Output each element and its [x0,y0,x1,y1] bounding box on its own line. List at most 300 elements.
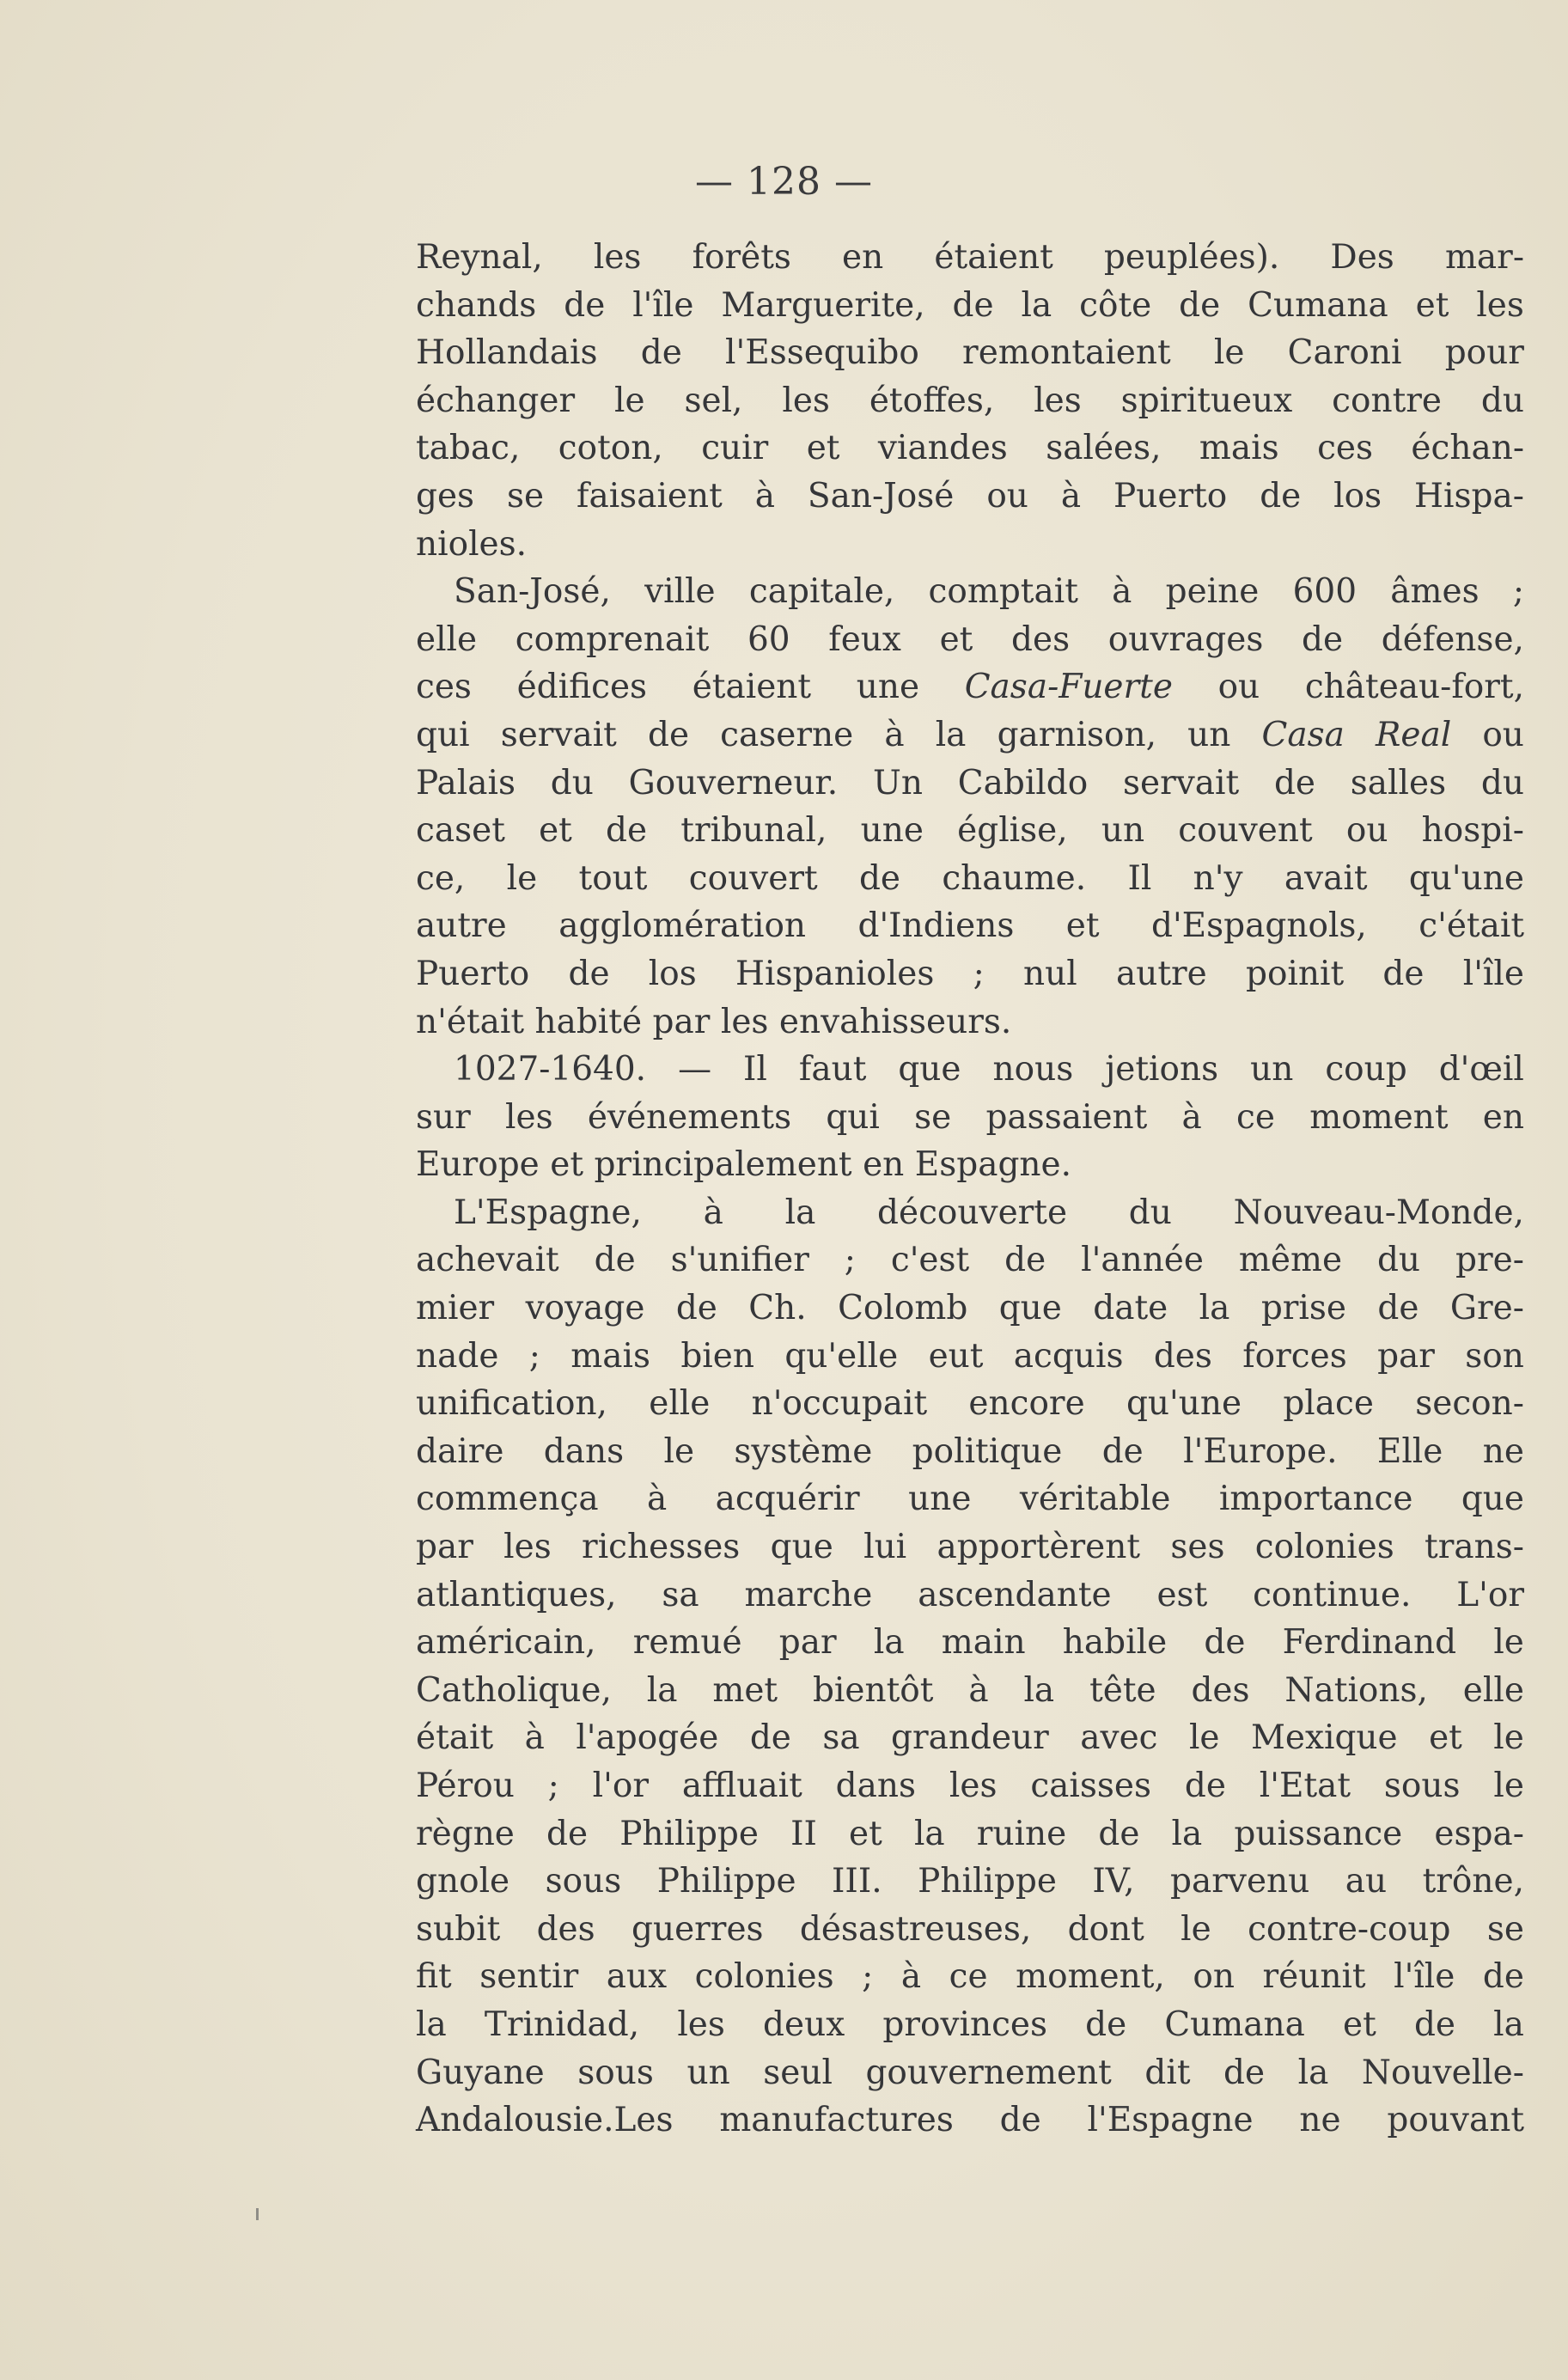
word: Cumana [1164,2005,1305,2044]
text-line [416,2096,1524,2145]
word: Trinidad, [484,2005,640,2044]
word: nous [992,1050,1074,1089]
word: au [1345,1862,1388,1901]
word: n'occupait [751,1384,928,1424]
word: ges [416,476,475,516]
word: et [849,1814,882,1853]
word: colonies [1254,1528,1394,1567]
text-line [416,1333,1524,1381]
word: échanger [416,381,576,420]
word: grandeur [891,1718,1049,1758]
word: et [1415,285,1449,325]
word: pour [1444,333,1524,373]
word: tribunal, [680,811,827,851]
word: 1027-1640. [454,1050,647,1089]
word: la [1199,1289,1230,1328]
word: eut [928,1336,984,1376]
word: de [1004,1241,1046,1280]
word: contre-coup [1248,1909,1451,1949]
word: un [1250,1050,1294,1089]
word: à [754,476,775,516]
word: la [416,2005,447,2044]
word: des [1191,1670,1250,1710]
word: L'or [1456,1575,1524,1614]
word: du [550,763,594,802]
word: les [503,1528,552,1567]
word: les [1034,381,1082,420]
word: de [1101,1431,1144,1471]
word: de [675,1289,717,1328]
word: poinit [1245,954,1345,993]
word: trans- [1425,1528,1524,1567]
word: capitale, [748,572,895,612]
word: salées, [1046,429,1162,468]
word: avec [1080,1718,1158,1758]
word: à [900,1957,922,1997]
word: Des [1330,238,1394,277]
word: coton, [558,429,663,468]
text-line [416,1285,1524,1333]
word: de [1085,2005,1127,2044]
word: nade [416,1336,499,1376]
word: Pérou [416,1767,515,1805]
text-line [416,616,1524,664]
word: la [1297,2053,1329,2092]
page-number: — 128 — [695,160,873,204]
word: puissance [1234,1814,1403,1853]
word: qui [416,715,470,754]
word: ce [1236,1097,1275,1137]
word: c'était [1419,906,1524,946]
text-line [416,1858,1524,1906]
word: dans [543,1431,625,1471]
word: le [1181,1909,1211,1949]
word: et [1065,906,1100,946]
text-line [416,1380,1524,1428]
word: n'y [1193,858,1243,898]
word: gouvernement [865,2053,1112,2092]
word: la [1021,285,1052,325]
word: la [913,1814,945,1853]
word: de [1204,1623,1246,1663]
text-line [416,1714,1524,1762]
word: sous [1383,1767,1461,1805]
word: sentir [479,1957,579,1997]
word: achevait [416,1241,559,1280]
word: los [648,954,697,993]
word: de [1184,1767,1226,1805]
word: habile [1062,1623,1168,1663]
word: l'Essequibo [725,333,919,373]
text-line [416,1571,1524,1620]
word: mier [416,1289,495,1328]
word: elle [1462,1670,1524,1710]
word: autre [1115,954,1207,993]
word: marche [744,1575,873,1614]
word: une [908,1480,972,1519]
word: — [678,1050,712,1089]
word: système [734,1431,873,1471]
word: une [856,668,920,707]
text-line [416,1094,1524,1142]
word: est [1156,1575,1208,1614]
word: échan- [1411,429,1524,468]
word: les [949,1767,998,1805]
word: comptait [928,572,1078,612]
word: caisses [1030,1767,1152,1805]
word: des [1153,1336,1212,1376]
word: du [1480,381,1524,420]
word: met [712,1670,778,1710]
word: l'Europe. [1183,1431,1338,1471]
word: le [1213,333,1245,373]
word: et [1429,1718,1462,1758]
text-line [416,329,1524,377]
word: ces [1317,429,1373,468]
word: s'unifier [670,1241,809,1280]
word: à [524,1718,545,1758]
word: à [968,1670,989,1710]
word: forces [1242,1336,1347,1376]
word: ; [844,1241,856,1280]
word: le [506,858,538,898]
word: Hollandais [416,333,598,373]
word: c'est [890,1241,970,1280]
word: à [884,715,905,754]
word: gnole [416,1862,510,1901]
word: autre [416,906,507,946]
word: d'Espagnols, [1151,906,1367,946]
word: contre [1332,381,1442,420]
word: Gre- [1449,1289,1524,1328]
paper-speck [256,2208,259,2220]
word: Elle [1376,1431,1443,1471]
word: du [1480,763,1524,802]
word: apportèrent [937,1528,1141,1567]
word: avait [1284,858,1368,898]
word: défense, [1381,619,1524,659]
word: fit [416,1957,452,1997]
word: secon- [1415,1384,1524,1424]
word: en [842,238,884,277]
word: à [1181,1097,1202,1137]
word: de [1302,619,1344,659]
word: des [1011,619,1071,659]
word: remontaient [962,333,1171,373]
word: côte [1079,285,1152,325]
word: l'île [1462,954,1524,993]
word: ascendante [918,1575,1112,1614]
word: américain, [416,1623,596,1663]
word: un [1101,811,1145,851]
word: par [416,1528,473,1567]
text-line [416,950,1524,998]
word: viandes [877,429,1008,468]
text-line [416,568,1524,616]
word: espa- [1434,1814,1524,1853]
word: se [506,476,545,516]
word: la [935,715,967,754]
text-line [416,282,1524,330]
word: par [1377,1336,1435,1376]
word: les [505,1097,553,1137]
word: ce, [416,858,466,898]
word: caserne [720,715,854,754]
word: caset [416,811,505,851]
word: voyage [525,1289,645,1328]
word: II [790,1814,817,1853]
text-line [416,1762,1524,1810]
word: San-José, [454,572,611,612]
word: Marguerite, [721,285,925,325]
word: continue. [1253,1575,1412,1614]
word: un [686,2053,730,2092]
word: le [1493,1623,1524,1663]
word: Espagne. [914,1145,1072,1185]
word: édifices [516,668,648,707]
word: sous [577,2053,654,2092]
word: subit [416,1909,501,1949]
word: peine [1165,572,1260,612]
text-line [416,663,1524,711]
word: bien [680,1336,754,1376]
word: richesses [582,1528,741,1567]
word: guerres [631,1909,764,1949]
word: ces [416,668,472,707]
word: les [1476,285,1524,325]
word: lui [863,1528,907,1567]
text-line [416,1906,1524,1954]
word: deux [763,2005,845,2044]
word: Gouverneur. [628,763,839,802]
word: sel, [684,381,743,420]
word: de [1273,763,1315,802]
word: l'Etat [1259,1767,1351,1805]
word: commença [416,1480,599,1519]
word: Nations, [1284,1670,1428,1710]
word: de [606,811,648,851]
word: Nouveau-Monde, [1233,1193,1524,1232]
word: un [1187,715,1231,754]
word: de [952,285,994,325]
word: ou [1482,715,1524,754]
word: acquis [1013,1336,1124,1376]
word: le [1493,1767,1524,1805]
word: elle [416,619,478,659]
word: se [914,1097,952,1137]
word: Palais [416,763,516,802]
word: par [652,1002,711,1041]
word: coup [1325,1050,1407,1089]
word: Nouvelle- [1361,2053,1524,2092]
word: 600 [1292,572,1358,612]
word: ouvrages [1107,619,1264,659]
word: âmes [1390,572,1480,612]
word: qu'une [1126,1384,1242,1424]
word: peuplées). [1103,238,1280,277]
word: ne [1299,2101,1341,2140]
word: de [749,1718,791,1758]
word: sa [822,1718,860,1758]
text-line [416,1428,1524,1476]
word: dont [1067,1909,1144,1949]
text-line [416,234,1524,282]
word: les [677,2005,725,2044]
word: de [1223,2053,1266,2092]
word: Ch. [748,1289,807,1328]
word: couvert [688,858,818,898]
word: de [999,2101,1041,2140]
word: ; [1512,572,1524,612]
word: III. [832,1862,882,1901]
word: 60 [747,619,790,659]
word: provinces [882,2005,1048,2044]
word: n'était [416,1002,524,1041]
word: la [646,1670,678,1710]
word: le [663,1431,695,1471]
word: son [1465,1336,1524,1376]
word: moment [1309,1097,1449,1137]
word: nioles. [416,524,528,564]
text-line [416,2049,1524,2097]
text-line [416,1236,1524,1285]
word: servait [1123,763,1240,802]
word: l'île [632,285,694,325]
word: Philippe [918,1862,1057,1901]
word: de [1413,2005,1455,2044]
text-line [416,377,1524,425]
word: Puerto [416,954,530,993]
word: Real [1376,715,1452,754]
word: cuir [701,429,769,468]
word: en [863,1145,905,1185]
word: hospi- [1421,811,1524,851]
word: désastreuses, [799,1909,1032,1949]
word: qui [826,1097,880,1137]
word: la [784,1193,816,1232]
word: Cumana [1248,285,1388,325]
word: de [1098,1814,1140,1853]
word: Hispanioles [735,954,935,993]
word: de [546,1814,589,1853]
word: dans [835,1767,917,1805]
word: de [1260,476,1302,516]
text-line [416,855,1524,903]
word: principalement [594,1145,852,1185]
word: qu'elle [784,1336,899,1376]
word: était [416,1718,494,1758]
word: Colomb [838,1289,968,1328]
word: mais [570,1336,650,1376]
word: pouvant [1387,2101,1524,2140]
word: Casa-Fuerte [964,668,1173,707]
word: même [1238,1241,1343,1280]
word: faut [798,1050,867,1089]
word: la [873,1623,905,1663]
word: à [1112,572,1132,612]
word: à [703,1193,723,1232]
word: Il [743,1050,767,1089]
text-line [416,711,1524,760]
text-line [416,1810,1524,1858]
word: atlantiques, [416,1575,617,1614]
word: place [1283,1384,1374,1424]
text-line [416,424,1524,473]
word: passaient [985,1097,1148,1137]
word: la [1023,1670,1055,1710]
word: main [941,1623,1026,1663]
word: de [564,285,606,325]
text-line [416,760,1524,808]
text-line [416,1619,1524,1667]
word: politique [912,1431,1063,1471]
word: étoffes, [869,381,995,420]
word: faisaient [577,476,723,516]
text-line [416,1046,1524,1094]
word: remué [632,1623,742,1663]
word: envahisseurs. [778,1002,1012,1041]
word: l'apogée [576,1718,719,1758]
word: les [720,1002,769,1041]
word: ruine [976,1814,1067,1853]
word: Hispa- [1414,476,1524,516]
text-line [416,807,1524,855]
word: Ferdinand [1282,1623,1457,1663]
word: prise [1260,1289,1346,1328]
word: et [806,429,840,468]
word: L'Espagne, [454,1193,642,1232]
body-text [416,234,1524,2145]
word: Cabildo [957,763,1089,802]
text-line [416,521,1524,569]
text-line [416,1523,1524,1571]
word: château-fort, [1304,668,1524,707]
word: d'œil [1438,1050,1524,1089]
word: tout [578,858,648,898]
text-line [416,902,1524,950]
word: ou [986,476,1028,516]
word: église, [957,811,1068,851]
text-line [416,2001,1524,2049]
word: de [594,1241,636,1280]
word: tabac, [416,429,521,468]
word: réunit [1262,1957,1366,1997]
word: des [536,1909,595,1949]
word: tête [1089,1670,1156,1710]
word: salles [1350,763,1447,802]
word: qu'une [1408,858,1524,898]
word: par [778,1623,837,1663]
word: du [1376,1241,1421,1280]
word: du [1128,1193,1172,1232]
word: forêts [692,238,791,277]
text-line [416,1189,1524,1237]
word: nul [1023,954,1077,993]
word: de [1382,954,1425,993]
word: aux [606,1957,668,1997]
word: étaient [934,238,1053,277]
word: de [640,333,682,373]
word: servait [500,715,617,754]
word: à [1060,476,1082,516]
text-line [416,1667,1524,1715]
word: couvent [1178,811,1313,851]
word: le [1493,1718,1524,1758]
word: ; [547,1767,559,1805]
word: ; [862,1957,874,1997]
word: et [1343,2005,1376,2044]
word: que [1461,1480,1524,1519]
